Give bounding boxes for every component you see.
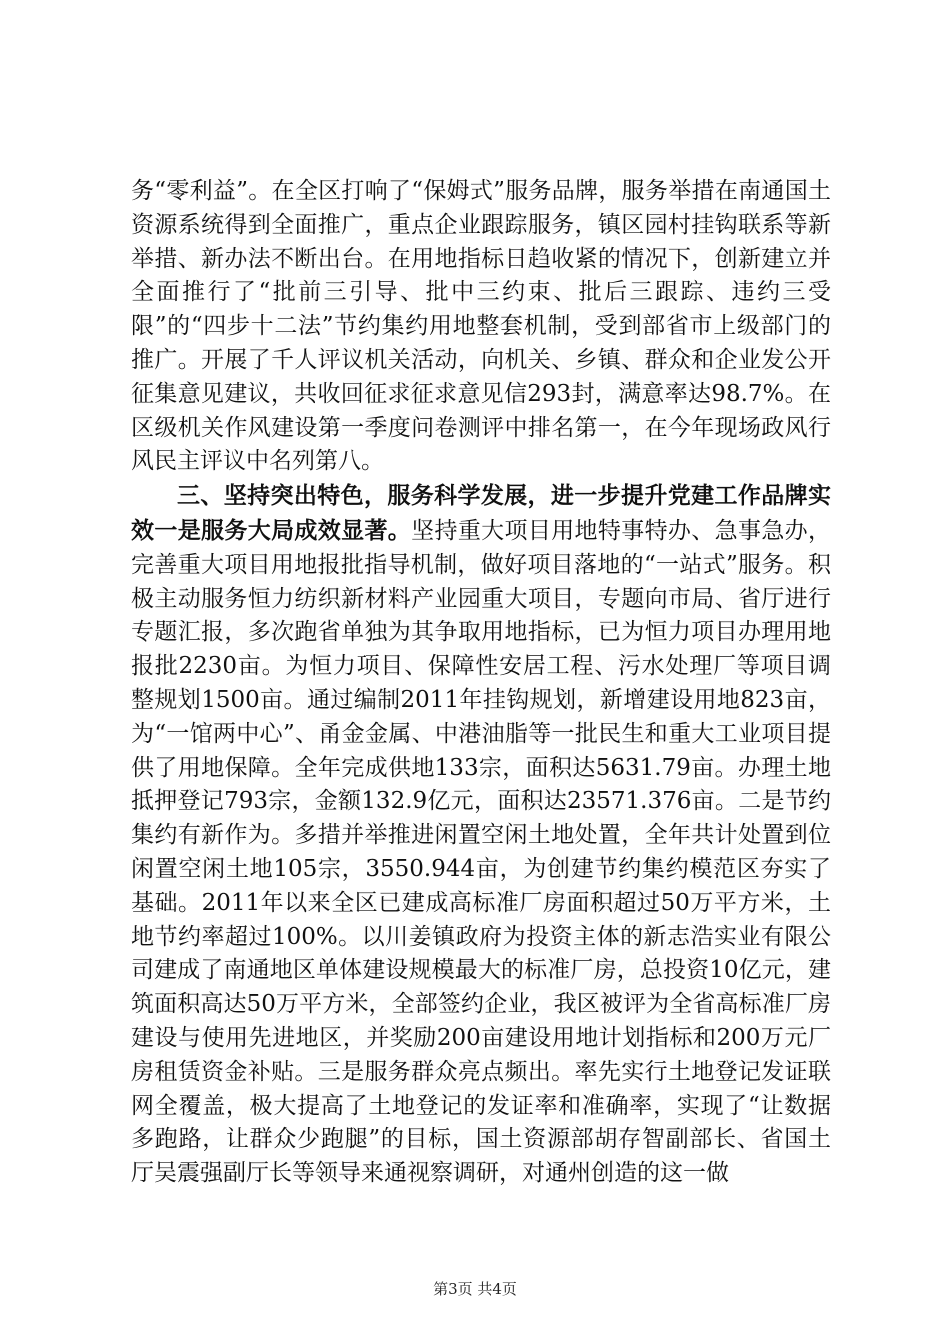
paragraph-2-body: 坚持重大项目用地特事特办、急事急办，完善重大项目用地报批指导机制，做好项目落地的“一站式”服务。积极主动服务恒力纺织新材料产业园重大项目，专题向市局、省厅进行专题汇报，多次跑省单独为其争取用地指标，已为恒力项目办理用地报批2230亩。为恒力项目、保障性安居工程、污水处理厂等项目调整规划1500亩。通过编制2011年挂钩规划，新增建设用地823亩，为“一馆两中心”、甬金金属、中港油脂等一批民生和重大工业项目提供了用地保障。全年完成供地133宗，面积达5631.79亩。办理土地抵押登记793宗，金额132.9亿元，面积达23571.376亩。二是节约集约有新作为。多措并举推进闲置空闲土地处置，全年共计处置到位闲置空闲土地105宗，3550.944亩，为创建节约集约模范区夯实了基础。2011年以来全区已建成高标准厂房面积超过50万平方米，土地节约率超过100%。以川姜镇政府为投资主体的新志浩实业有限公司建成了南通地区单体建设规模最大的标准厂房，总投资10亿元，建筑面积高达50万平方米，全部签约企业，我区被评为全省高标准厂房建设与使用先进地区，并奖励200亩建设用地计划指标和200万元厂房租赁资金补贴。三是服务群众亮点频出。率先实行土地登记发证联网全覆盖，极大提高了土地登记的发证率和准确率，实现了“让数据多跑路，让群众少跑腿”的目标，国土资源部胡存智副部长、省国土厅吴震强副厅长等领导来通视察调研，对通州创造的这一做: [131, 517, 832, 1187]
document-body: [131, 175, 831, 1191]
section-heading: 三、坚持突出特色，服务科学发展，进一步提升党建工作品牌实效一是服务大局成效显著。: [131, 482, 831, 544]
paragraph-2: [131, 479, 831, 1191]
paragraph-1: 务“零利益”。在全区打响了“保姆式”服务品牌，服务举措在南通国土资源系统得到全面推广，重点企业跟踪服务，镇区园村挂钩联系等新举措、新办法不断出台。在用地指标日趋收紧的情况下，创新建立并全面推行了“批前三引导、批中三约束、批后三跟踪、违约三受限”的“四步十二法”节约集约用地整套机制，受到部省市上级部门的推广。开展了千人评议机关活动，向机关、乡镇、群众和企业发公开征集意见建议，共收回征求征求意见信293封，满意率达98.7%。在区级机关作风建设第一季度问卷测评中排名第一，在今年现场政风行风民主评议中名列第八。: [131, 178, 831, 475]
page-footer: 第3页 共4页: [433, 1280, 517, 1298]
